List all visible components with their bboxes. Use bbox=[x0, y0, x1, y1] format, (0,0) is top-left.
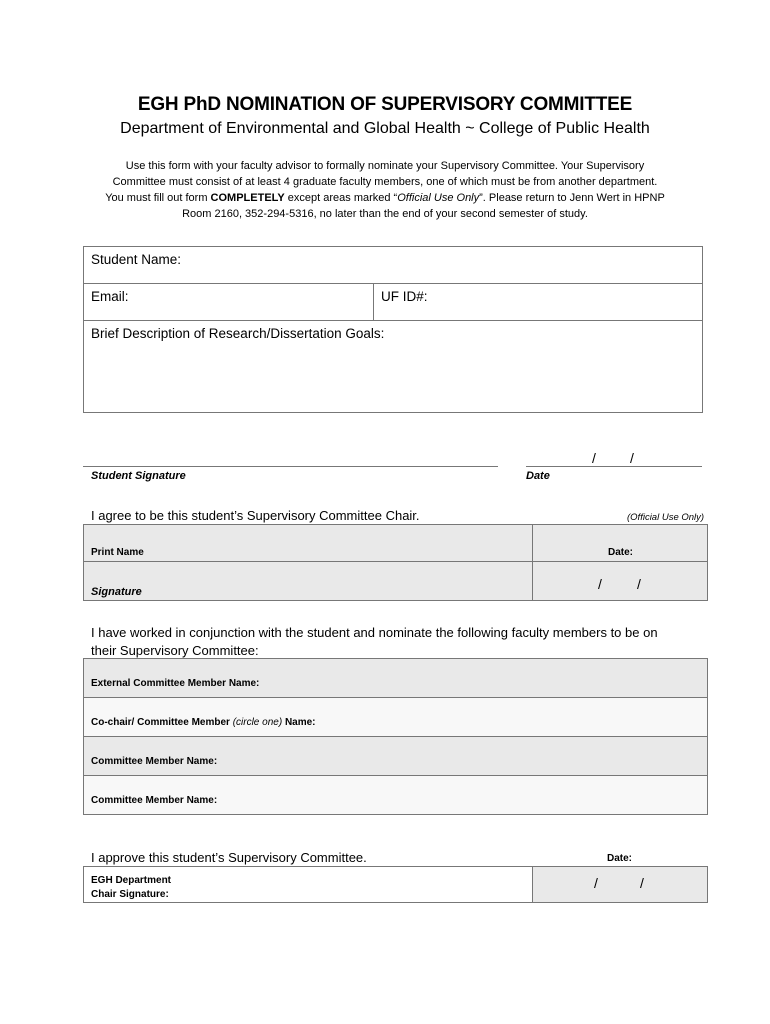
divider bbox=[532, 525, 533, 561]
instructions-line-4: Room 2160, 352-294-5316, no later than the end of your second semester of study. bbox=[182, 208, 588, 220]
approval-date-label: Date: bbox=[607, 853, 633, 864]
chair-date-field[interactable] bbox=[533, 562, 707, 600]
email-ufid-row bbox=[84, 284, 702, 321]
email-label: Email: bbox=[91, 289, 129, 304]
student-date-line[interactable] bbox=[526, 466, 702, 467]
research-description-field[interactable] bbox=[84, 321, 702, 412]
instructions-text: You must fill out form bbox=[105, 192, 211, 204]
chair-print-name-row bbox=[83, 524, 708, 562]
chair-label-line-2: Chair Signature: bbox=[91, 889, 169, 900]
official-use-note: (Official Use Only) bbox=[627, 512, 705, 523]
chair-print-name-field[interactable] bbox=[84, 525, 532, 561]
approval-statement: I approve this student’s Supervisory Committee. bbox=[91, 850, 367, 865]
department-chair-label bbox=[91, 874, 171, 902]
label-text: Co-chair/ Committee Member bbox=[91, 717, 233, 728]
student-signature-line[interactable] bbox=[83, 466, 498, 467]
approval-date-field[interactable] bbox=[533, 867, 707, 902]
form-subtitle: Department of Environmental and Global Health ~ College of Public Health bbox=[120, 120, 650, 137]
form-title: EGH PhD NOMINATION OF SUPERVISORY COMMITTEE bbox=[137, 94, 633, 115]
chair-signature-label: Signature bbox=[91, 586, 142, 598]
instructions-line-3 bbox=[85, 190, 685, 206]
chair-date-label: Date: bbox=[608, 547, 634, 558]
label-text: Name: bbox=[282, 717, 316, 728]
department-chair-signature-field[interactable] bbox=[84, 867, 532, 902]
chair-signature-row bbox=[83, 561, 708, 601]
instructions-text: ”. Please return to Jenn Wert in HPNP bbox=[479, 192, 665, 204]
statement-line-2: their Supervisory Committee: bbox=[91, 643, 259, 658]
instructions-line-1: Use this form with your faculty advisor to formally nominate your Supervisory Committee. Your Supervisory bbox=[125, 160, 645, 172]
instructions-text: except areas marked “ bbox=[284, 192, 398, 204]
date-separator: / bbox=[592, 450, 596, 466]
student-info-box bbox=[83, 246, 703, 413]
committee-nomination-statement bbox=[91, 624, 711, 660]
date-separator: / bbox=[630, 450, 634, 466]
instructions-italic-text: Official Use Only bbox=[397, 192, 480, 204]
print-name-label: Print Name bbox=[91, 547, 144, 558]
department-chair-row bbox=[83, 866, 708, 903]
chair-agreement-statement: I agree to be this student’s Supervisory Committee Chair. bbox=[91, 508, 420, 523]
external-member-row[interactable] bbox=[83, 658, 708, 698]
chair-label-line-1: EGH Department bbox=[91, 875, 172, 886]
student-signature-label: Student Signature bbox=[91, 470, 186, 482]
date-separator: / bbox=[594, 875, 598, 891]
external-member-label: External Committee Member Name: bbox=[91, 678, 260, 689]
date-separator: / bbox=[640, 875, 644, 891]
instructions-bold-text: COMPLETELY bbox=[210, 192, 285, 204]
date-separator: / bbox=[598, 576, 602, 592]
circle-one-note: (circle one) bbox=[232, 717, 283, 728]
date-separator: / bbox=[637, 576, 641, 592]
committee-member-row[interactable] bbox=[83, 736, 708, 776]
student-name-row[interactable] bbox=[84, 247, 702, 284]
research-description-label: Brief Description of Research/Dissertation Goals: bbox=[91, 326, 385, 341]
committee-member-label: Committee Member Name: bbox=[91, 795, 218, 806]
ufid-label: UF ID#: bbox=[381, 289, 428, 304]
cochair-member-label bbox=[91, 717, 316, 728]
email-field[interactable] bbox=[84, 284, 373, 320]
cochair-member-row[interactable] bbox=[83, 697, 708, 737]
committee-member-label: Committee Member Name: bbox=[91, 756, 218, 767]
student-name-label: Student Name: bbox=[91, 252, 182, 267]
student-date-label: Date bbox=[526, 470, 550, 482]
statement-line-1: I have worked in conjunction with the student and nominate the following faculty members to be on bbox=[91, 625, 658, 640]
chair-signature-field[interactable] bbox=[84, 562, 532, 600]
ufid-field[interactable] bbox=[374, 284, 702, 320]
instructions bbox=[85, 158, 685, 222]
committee-member-row[interactable] bbox=[83, 775, 708, 815]
instructions-line-2: Committee must consist of at least 4 graduate faculty members, one of which must be from another department. bbox=[112, 176, 658, 188]
